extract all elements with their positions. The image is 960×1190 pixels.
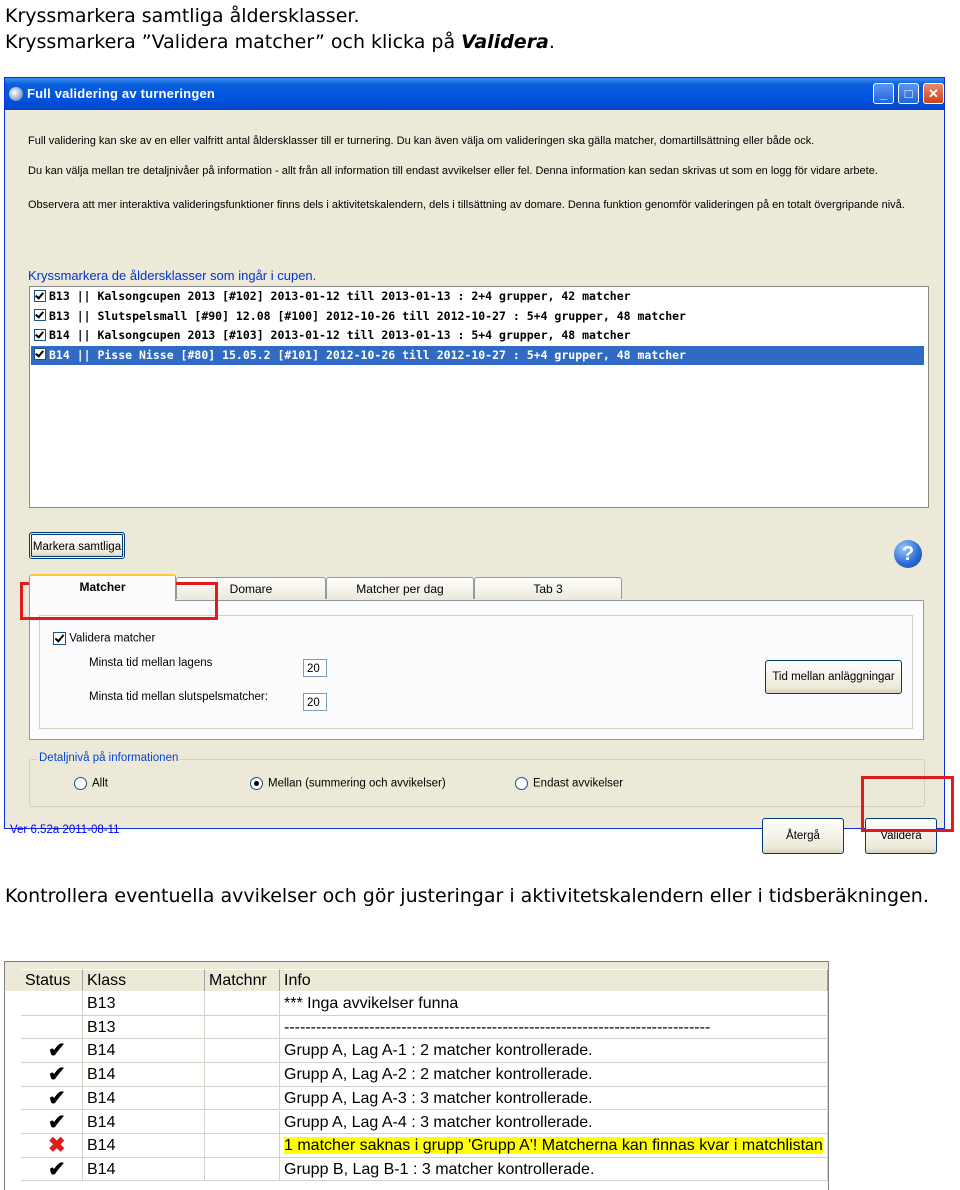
instruction-line-2-suffix: . <box>548 31 555 53</box>
checkmark-icon: ✔ <box>48 1086 66 1110</box>
cell-info <box>280 1016 828 1040</box>
window-title: Full validering av turneringen <box>27 86 216 101</box>
cell-matchnr <box>205 1111 280 1135</box>
col-matchnr[interactable]: Matchnr <box>205 969 280 991</box>
cell-info <box>280 1039 828 1063</box>
cell-status <box>21 1134 83 1158</box>
help-icon[interactable]: ? <box>894 540 922 568</box>
age-class-list[interactable] <box>29 286 929 508</box>
cell-matchnr <box>205 1063 280 1087</box>
col-klass[interactable]: Klass <box>83 969 205 991</box>
age-class-item[interactable] <box>31 307 924 326</box>
instruction-line-2-prefix: Kryssmarkera ”Validera matcher” och klicka på <box>5 31 462 53</box>
detail-option-endast[interactable] <box>515 777 623 790</box>
info-text: Grupp A, Lag A-2 : 2 matcher kontrollerade. <box>284 1066 593 1084</box>
table-row[interactable] <box>5 1111 828 1135</box>
info-text: Grupp A, Lag A-3 : 3 matcher kontrollerade. <box>284 1089 593 1107</box>
age-class-item[interactable] <box>31 326 924 345</box>
info-text: -------------------------------------------------------------------------------- <box>284 1018 711 1036</box>
highlight-validate-button <box>861 776 954 832</box>
age-class-list-label: Kryssmarkera de åldersklasser som ingår i cupen. <box>28 268 317 283</box>
radio-allt[interactable] <box>74 777 87 790</box>
detail-option-mellan-label: Mellan (summering och avvikelser) <box>268 777 446 790</box>
result-table <box>4 961 829 1190</box>
tab-domare[interactable]: Domare <box>176 577 326 599</box>
min-time-teams-label: Minsta tid mellan lagens <box>89 657 213 669</box>
cell-status <box>21 1111 83 1135</box>
age-class-checkbox[interactable] <box>34 348 46 360</box>
validate-matches-option[interactable] <box>53 632 155 645</box>
info-text: Grupp A, Lag A-4 : 3 matcher kontrollerade. <box>284 1113 593 1131</box>
instruction-bottom: Kontrollera eventuella avvikelser och gör justeringar i aktivitetskalendern eller i tidsberäkningen. <box>5 885 929 907</box>
age-class-checkbox[interactable] <box>34 309 46 321</box>
select-all-button[interactable]: Markera samtliga <box>29 532 125 559</box>
checkmark-icon: ✔ <box>48 1110 66 1134</box>
tab-matcher[interactable]: Matcher <box>29 574 176 601</box>
venue-time-button[interactable]: Tid mellan anläggningar <box>765 660 902 694</box>
maximize-button[interactable]: □ <box>898 83 919 104</box>
table-row[interactable] <box>5 1063 828 1087</box>
cell-klass: B14 <box>83 1063 205 1087</box>
back-button[interactable]: Återgå <box>762 818 844 854</box>
cell-status <box>21 1063 83 1087</box>
info-text-warning: 1 matcher saknas i grupp 'Grupp A'! Matcherna kan finnas kvar i matchlistan <box>284 1137 823 1155</box>
age-class-text: B14 || Pisse Nisse [#80] 15.05.2 [#101] 2012-10-26 till 2012-10-27 : 5+4 grupper, 48 matcher <box>49 347 686 362</box>
table-row[interactable] <box>5 1158 828 1182</box>
tab-panel-matcher <box>29 600 924 740</box>
cell-klass: B14 <box>83 1039 205 1063</box>
cell-matchnr <box>205 1087 280 1111</box>
close-button[interactable]: ✕ <box>923 83 944 104</box>
detail-option-allt-label: Allt <box>92 777 108 790</box>
cell-status <box>21 992 83 1016</box>
tab-3[interactable]: Tab 3 <box>474 577 622 599</box>
cell-info <box>280 1063 828 1087</box>
cell-status <box>21 1039 83 1063</box>
detail-option-endast-label: Endast avvikelser <box>533 777 624 790</box>
validate-matches-checkbox[interactable] <box>53 632 66 645</box>
table-row[interactable] <box>5 992 828 1016</box>
cell-info <box>280 992 828 1016</box>
info-text-2: Du kan välja mellan tre detaljnivåer på information - allt från all information till endast avvikelser eller fel. Denna information kan sedan skrivas ut som en logg för vidare arbete. <box>28 165 878 177</box>
info-text-3: Observera att mer interaktiva valideringsfunktioner finns dels i aktivitetskalendern, dels i tillsättning av domare. Denna funktion genomför valideringen på en totalt övergripande nivå. <box>28 199 905 211</box>
col-status[interactable]: Status <box>21 969 83 991</box>
col-info[interactable]: Info <box>280 969 828 991</box>
cell-matchnr <box>205 1016 280 1040</box>
cell-klass: B13 <box>83 992 205 1016</box>
cell-info <box>280 1111 828 1135</box>
cell-klass: B14 <box>83 1111 205 1135</box>
info-text: Grupp B, Lag B-1 : 3 matcher kontrollerade. <box>284 1160 595 1178</box>
cross-icon: ✖ <box>48 1134 66 1158</box>
cell-info <box>280 1087 828 1111</box>
cell-matchnr <box>205 992 280 1016</box>
age-class-item[interactable] <box>31 287 924 306</box>
cell-info <box>280 1134 828 1158</box>
app-icon <box>9 87 23 101</box>
age-class-text: B13 || Slutspelsmall [#90] 12.08 [#100] 2012-10-26 till 2012-10-27 : 5+4 grupper, 48 matcher <box>49 308 686 323</box>
matcher-settings-group <box>39 615 913 729</box>
table-row[interactable] <box>5 1039 828 1063</box>
instruction-validera-emphasis: Validera <box>461 31 549 53</box>
info-text-1: Full validering kan ske av en eller valfritt antal åldersklasser till er turnering. Du kan även välja om valideringen ska gälla matcher, domartillsättning eller både ock. <box>28 135 815 147</box>
min-time-playoff-input[interactable]: 20 <box>303 693 327 711</box>
window-body <box>5 110 944 842</box>
cell-matchnr <box>205 1158 280 1182</box>
detail-level-legend: Detaljnivå på informationen <box>39 752 179 764</box>
table-row[interactable] <box>5 1087 828 1111</box>
minimize-button[interactable]: _ <box>873 83 894 104</box>
min-time-playoff-label: Minsta tid mellan slutspelsmatcher: <box>89 691 268 703</box>
age-class-checkbox[interactable] <box>34 290 46 302</box>
instruction-line-2 <box>5 29 555 55</box>
validate-matches-label: Validera matcher <box>69 632 156 645</box>
info-text: Grupp A, Lag A-1 : 2 matcher kontrollerade. <box>284 1042 593 1060</box>
age-class-item-selected[interactable] <box>31 346 924 365</box>
tab-matcher-per-dag[interactable]: Matcher per dag <box>326 577 474 599</box>
cell-status <box>21 1158 83 1182</box>
cell-matchnr <box>205 1134 280 1158</box>
detail-level-group <box>29 752 925 807</box>
table-row[interactable] <box>5 1016 828 1040</box>
version-label: Ver 6.52a 2011-08-11 <box>10 824 120 836</box>
cell-info <box>280 1158 828 1182</box>
cell-klass: B14 <box>83 1087 205 1111</box>
min-time-teams-input[interactable]: 20 <box>303 659 327 677</box>
validate-button[interactable]: Validera <box>865 818 937 854</box>
age-class-text: B14 || Kalsongcupen 2013 [#103] 2013-01-12 till 2013-01-13 : 5+4 grupper, 48 matcher <box>49 328 631 342</box>
radio-endast[interactable] <box>515 777 528 790</box>
checkmark-icon: ✔ <box>48 1157 66 1181</box>
info-text: *** Inga avvikelser funna <box>284 995 459 1012</box>
validation-window <box>4 77 945 842</box>
cell-klass: B13 <box>83 1016 205 1040</box>
age-class-checkbox[interactable] <box>34 329 46 341</box>
detail-option-mellan[interactable] <box>250 777 446 790</box>
cell-status <box>21 1087 83 1111</box>
table-row[interactable] <box>5 1134 828 1158</box>
age-class-text: B13 || Kalsongcupen 2013 [#102] 2013-01-12 till 2013-01-13 : 2+4 grupper, 42 matcher <box>49 289 631 303</box>
cell-matchnr <box>205 1039 280 1063</box>
result-table-header <box>5 962 828 991</box>
radio-mellan[interactable] <box>250 777 263 790</box>
cell-klass: B14 <box>83 1158 205 1182</box>
cell-klass: B14 <box>83 1134 205 1158</box>
title-bar[interactable] <box>5 78 944 110</box>
cell-status <box>21 1016 83 1040</box>
detail-option-allt[interactable] <box>74 777 108 790</box>
checkmark-icon: ✔ <box>48 1039 66 1063</box>
checkmark-icon: ✔ <box>48 1063 66 1087</box>
instruction-line-1: Kryssmarkera samtliga åldersklasser. <box>5 5 360 27</box>
